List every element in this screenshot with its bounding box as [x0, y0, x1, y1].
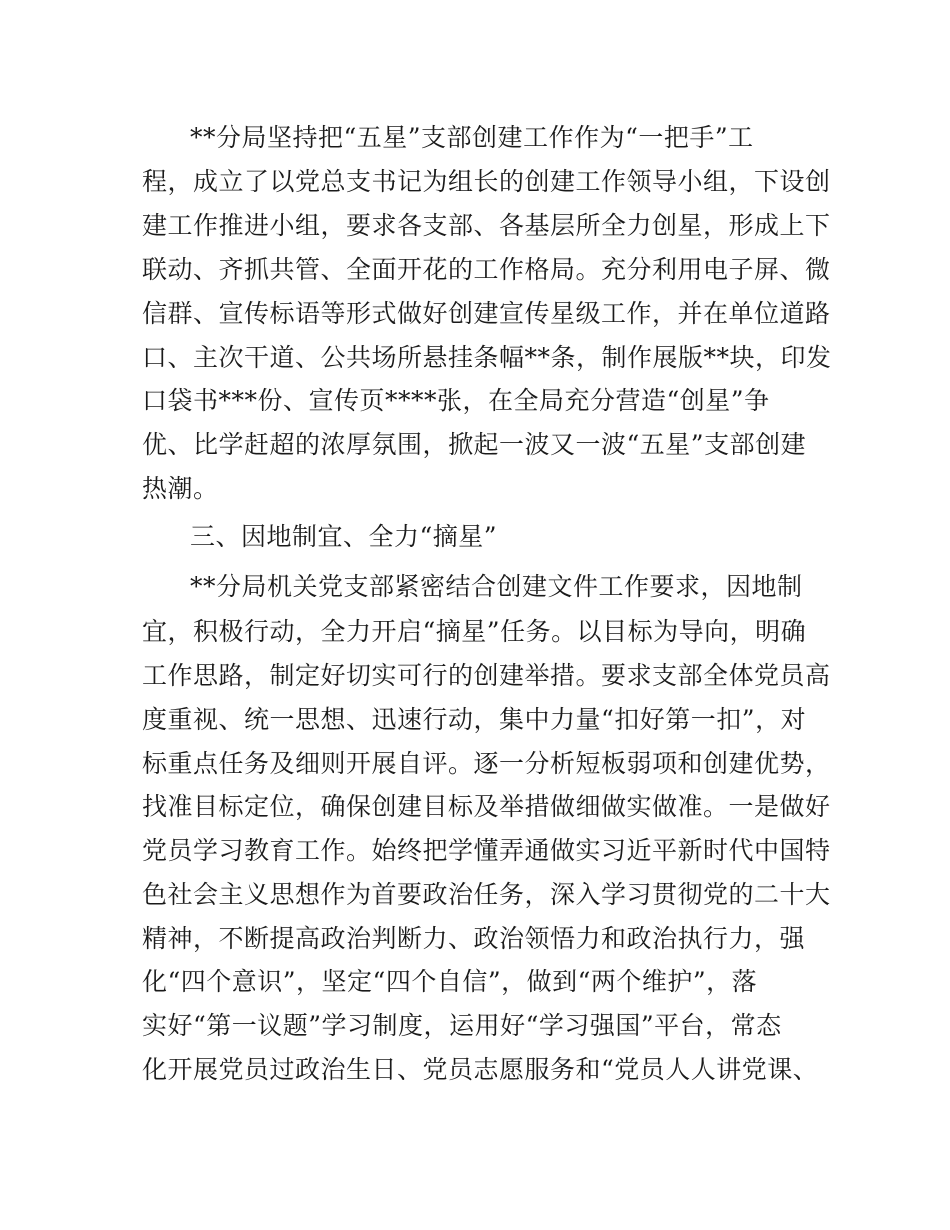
- paragraph-2-line-2: 宜，积极行动，全力开启“摘星”任务。以目标为导向，明确: [142, 617, 807, 646]
- paragraph-1-line-2: 程，成立了以党总支书记为组长的创建工作领导小组，下设创: [142, 167, 831, 196]
- paragraph-1-line-8: 优、比学赶超的浓厚氛围，掀起一波又一波“五星”支部创建: [142, 430, 807, 459]
- paragraph-2-line-1: **分局机关党支部紧密结合创建文件工作要求，因地制: [190, 572, 803, 601]
- paragraph-1-line-1: **分局坚持把“五星”支部创建工作作为“一把手”工: [190, 123, 754, 152]
- paragraph-1-line-6: 口、主次干道、公共场所悬挂条幅**条，制作展版**块，印发: [142, 343, 832, 372]
- paragraph-2-line-9: 精神，不断提高政治判断力、政治领悟力和政治执行力，强: [142, 924, 806, 953]
- paragraph-1-line-5: 信群、宣传标语等形式做好创建宣传星级工作，并在单位道路: [142, 299, 831, 328]
- paragraph-2-line-7: 党员学习教育工作。始终把学懂弄通做实习近平新时代中国特: [142, 836, 831, 865]
- paragraph-2-line-8: 色社会主义思想作为首要政治任务，深入学习贯彻党的二十大: [142, 880, 831, 909]
- paragraph-2-line-10: 化“四个意识”，坚定“四个自信”，做到“两个维护”，落: [142, 967, 758, 996]
- paragraph-1-line-4: 联动、齐抓共管、全面开花的工作格局。充分利用电子屏、微: [142, 255, 831, 284]
- paragraph-2-line-5: 标重点任务及细则开展自评。逐一分析短板弱项和创建优势，: [142, 749, 831, 778]
- paragraph-2-line-3: 工作思路，制定好切实可行的创建举措。要求支部全体党员高: [142, 661, 831, 690]
- paragraph-1-line-7: 口袋书***份、宣传页****张，在全局充分营造“创星”争: [142, 386, 770, 415]
- paragraph-1-line-9: 热潮。: [142, 474, 219, 503]
- paragraph-2-line-4: 度重视、统一思想、迅速行动，集中力量“扣好第一扣”，对: [142, 705, 807, 734]
- paragraph-2-line-11: 实好“第一议题”学习制度，运用好“学习强国”平台，常态: [142, 1011, 782, 1040]
- paragraph-2-line-6: 找准目标定位，确保创建目标及举措做细做实做准。一是做好: [142, 792, 831, 821]
- section-heading: 三、因地制宜、全力“摘星”: [190, 522, 498, 551]
- paragraph-1-line-3: 建工作推进小组，要求各支部、各基层所全力创星，形成上下: [142, 211, 831, 240]
- paragraph-2-line-12: 化开展党员过政治生日、党员志愿服务和“党员人人讲党课、: [142, 1055, 819, 1084]
